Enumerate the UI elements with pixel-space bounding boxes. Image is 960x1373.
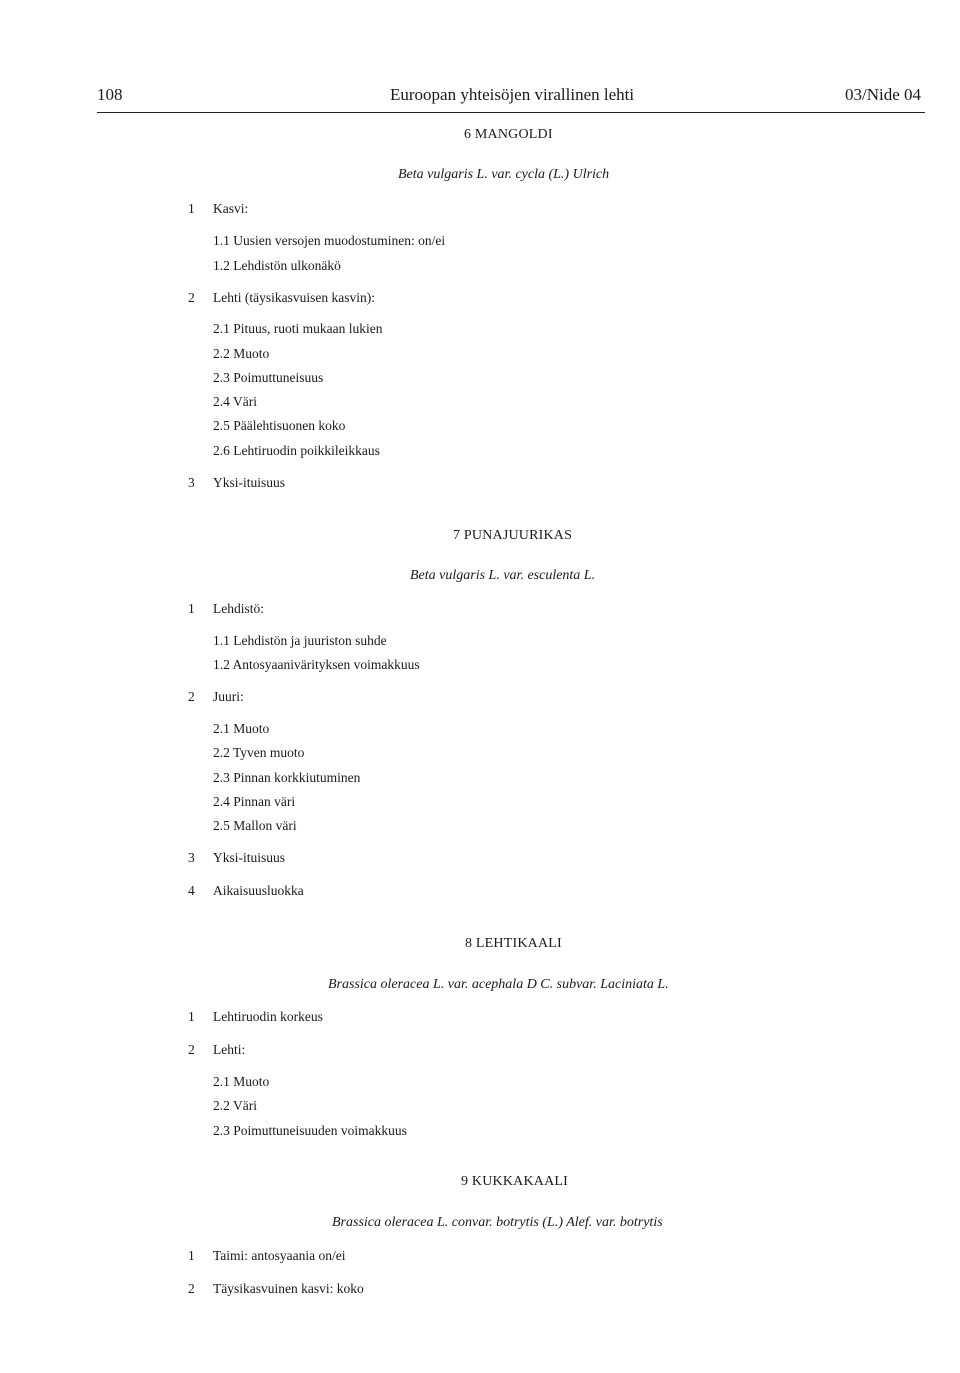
item-number: 3 <box>188 850 195 865</box>
header-rule <box>97 112 925 113</box>
item-label: Taimi: antosyaania on/ei <box>213 1248 346 1263</box>
sub-item: 2.2 Muoto <box>213 346 270 361</box>
sub-item: 2.5 Mallon väri <box>213 818 297 833</box>
journal-title: Euroopan yhteisöjen virallinen lehti <box>390 85 635 104</box>
sub-item: 2.3 Poimuttuneisuus <box>213 370 324 385</box>
section-title: 7 PUNAJUURIKAS <box>453 528 573 543</box>
volume-label: 03/Nide 04 <box>845 85 922 104</box>
sub-item: 2.2 Väri <box>213 1098 257 1113</box>
sub-item: 2.1 Pituus, ruoti mukaan lukien <box>213 321 383 336</box>
latin-name: Beta vulgaris L. var. cycla (L.) Ulrich <box>398 167 610 182</box>
sub-item: 1.2 Lehdistön ulkonäkö <box>213 258 341 273</box>
item-label: Lehtiruodin korkeus <box>213 1009 323 1024</box>
item-number: 1 <box>188 201 195 216</box>
sub-item: 2.5 Päälehtisuonen koko <box>213 418 346 433</box>
sub-item: 2.3 Pinnan korkkiutuminen <box>213 770 361 785</box>
item-label: Lehti: <box>213 1042 246 1057</box>
item-label: Lehti (täysikasvuisen kasvin): <box>213 290 375 305</box>
sub-item: 2.1 Muoto <box>213 721 270 736</box>
item-label: Juuri: <box>213 689 244 704</box>
sub-item: 2.6 Lehtiruodin poikkileikkaus <box>213 443 380 458</box>
item-number: 4 <box>188 883 195 898</box>
item-label: Yksi-ituisuus <box>213 475 286 490</box>
section-title: 6 MANGOLDI <box>464 127 553 142</box>
item-number: 2 <box>188 1281 195 1296</box>
sub-item: 2.3 Poimuttuneisuuden voimakkuus <box>213 1123 407 1138</box>
sub-item: 1.1 Uusien versojen muodostuminen: on/ei <box>213 233 446 248</box>
item-label: Kasvi: <box>213 201 249 216</box>
page-number: 108 <box>97 85 123 104</box>
sub-item: 1.2 Antosyaanivärityksen voimakkuus <box>213 657 420 672</box>
sub-item: 2.4 Väri <box>213 394 257 409</box>
item-label: Yksi-ituisuus <box>213 850 286 865</box>
sub-item: 1.1 Lehdistön ja juuriston suhde <box>213 633 387 648</box>
item-number: 1 <box>188 601 195 616</box>
item-label: Lehdistö: <box>213 601 264 616</box>
item-number: 2 <box>188 1042 195 1057</box>
latin-name: Brassica oleracea L. var. acephala D C. subvar. Laciniata L. <box>328 977 669 992</box>
item-number: 1 <box>188 1248 195 1263</box>
item-number: 1 <box>188 1009 195 1024</box>
item-number: 2 <box>188 689 195 704</box>
latin-name: Beta vulgaris L. var. esculenta L. <box>410 568 596 583</box>
sub-item: 2.4 Pinnan väri <box>213 794 296 809</box>
sub-item: 2.2 Tyven muoto <box>213 745 305 760</box>
item-number: 3 <box>188 475 195 490</box>
item-number: 2 <box>188 290 195 305</box>
item-label: Täysikasvuinen kasvi: koko <box>213 1281 364 1296</box>
section-title: 8 LEHTIKAALI <box>465 936 562 951</box>
section-title: 9 KUKKAKAALI <box>461 1174 568 1189</box>
item-label: Aikaisuusluokka <box>213 883 304 898</box>
sub-item: 2.1 Muoto <box>213 1074 270 1089</box>
latin-name: Brassica oleracea L. convar. botrytis (L.) Alef. var. botrytis <box>332 1215 663 1230</box>
